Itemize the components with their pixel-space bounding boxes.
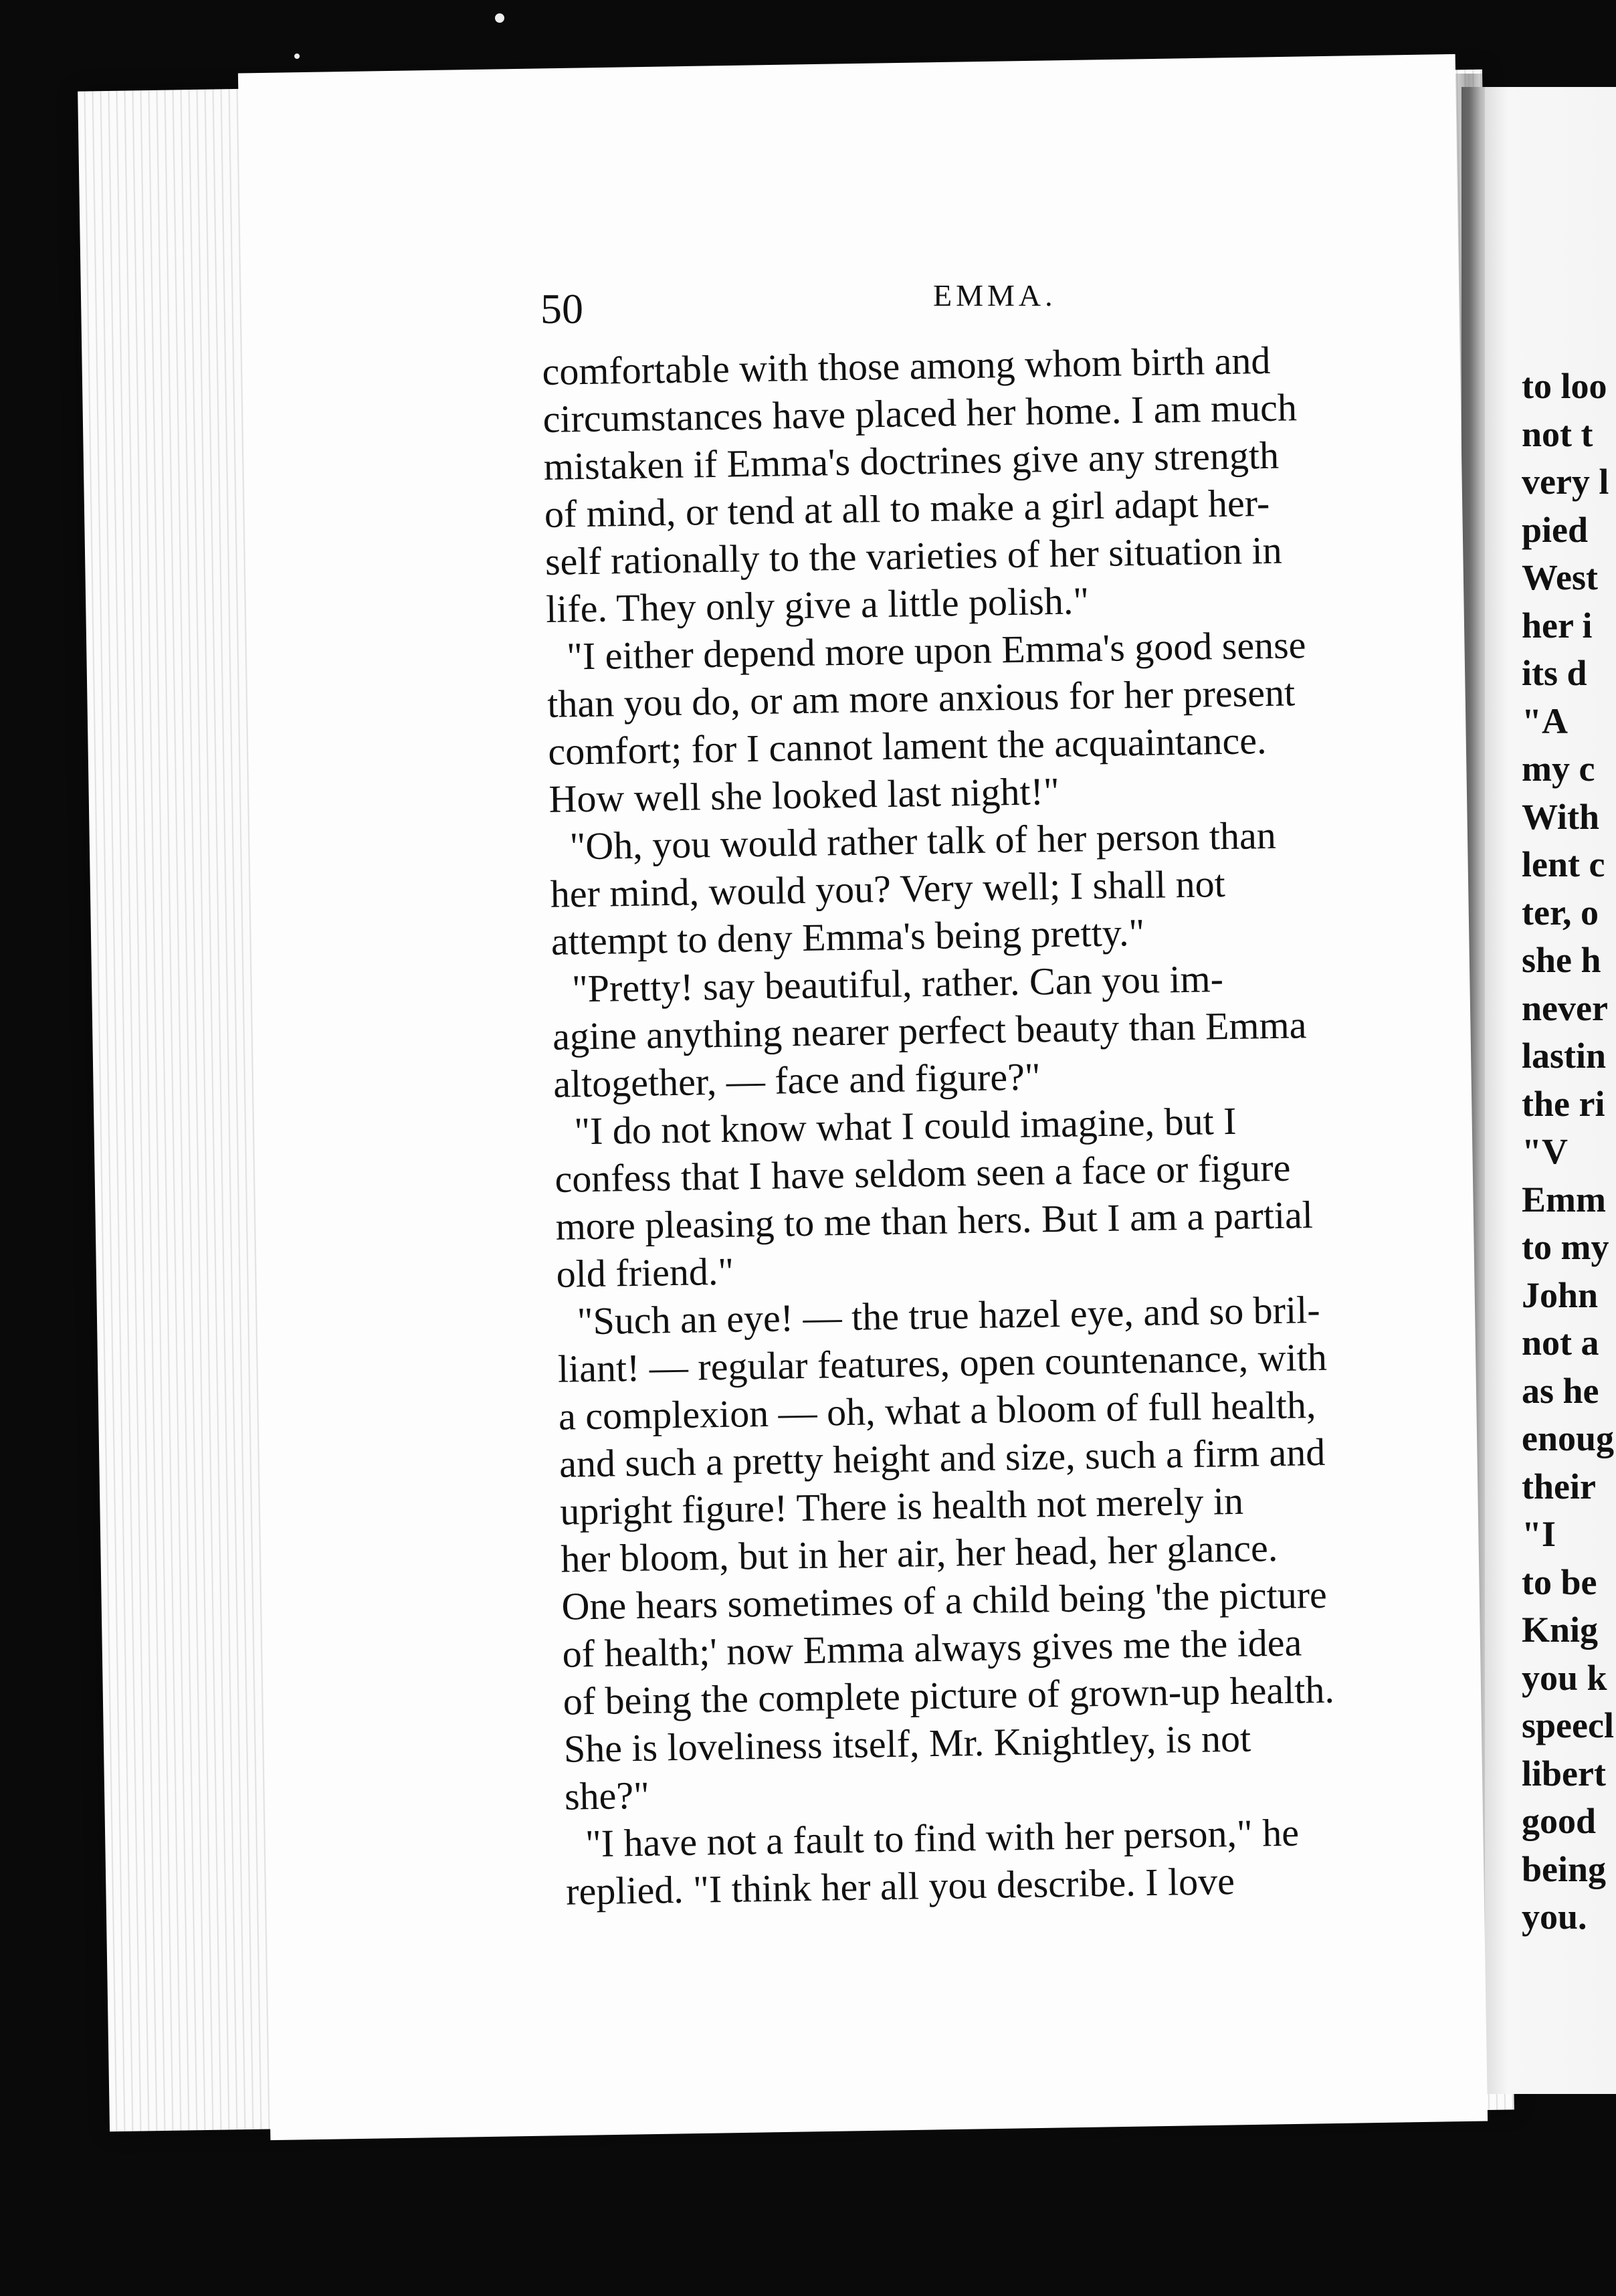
text-line: she?" xyxy=(564,1773,650,1818)
page-number: 50 xyxy=(540,285,583,332)
facing-page-line: "A xyxy=(1522,700,1568,741)
facing-page-line: very l xyxy=(1522,462,1609,502)
facing-page-line: Knig xyxy=(1522,1610,1599,1650)
text-line: of being the complete picture of grown-up health. xyxy=(563,1667,1335,1723)
facing-page-line: lent c xyxy=(1522,844,1605,884)
dust-speck xyxy=(495,13,504,23)
facing-page-line: my c xyxy=(1522,749,1595,789)
facing-page-line: being xyxy=(1522,1848,1607,1889)
text-line: more pleasing to me than hers. But I am a partial xyxy=(555,1193,1314,1248)
facing-page-line: ter, o xyxy=(1522,892,1599,933)
facing-page-line: to be xyxy=(1522,1561,1597,1602)
text-line: She is loveliness itself, Mr. Knightley, is not xyxy=(563,1716,1251,1771)
text-line: comfortable with those among whom birth and xyxy=(542,338,1271,393)
facing-page-line: its d xyxy=(1522,653,1587,693)
text-line: life. They only give a little polish." xyxy=(545,579,1090,631)
facing-page-line: Emm xyxy=(1522,1179,1606,1220)
text-line: agine anything nearer perfect beauty than Emma xyxy=(552,1003,1307,1058)
text-line: self rationally to the varieties of her situation in xyxy=(544,528,1283,583)
facing-page-line: to my xyxy=(1522,1227,1609,1267)
text-line: "I do not know what I could imagine, but I xyxy=(573,1098,1237,1153)
text-line: One hears sometimes of a child being 'the picture xyxy=(561,1572,1328,1628)
text-line: old friend." xyxy=(556,1249,734,1296)
facing-page-line: "V xyxy=(1522,1131,1568,1171)
text-line: her mind, would you? Very well; I shall not xyxy=(550,862,1226,916)
dust-speck xyxy=(294,54,300,59)
facing-page-line: as he xyxy=(1522,1370,1599,1411)
text-line: comfort; for I cannot lament the acquaintance. xyxy=(547,719,1267,773)
text-line: "I have not a fault to find with her person," he xyxy=(585,1810,1300,1866)
text-line: upright figure! There is health not merely in xyxy=(559,1478,1244,1533)
facing-page-line: pied xyxy=(1522,509,1589,550)
facing-page-line: speecl xyxy=(1522,1705,1614,1745)
text-line: "I either depend more upon Emma's good sense xyxy=(566,623,1306,678)
facing-page-line: lastin xyxy=(1522,1036,1607,1076)
text-line: attempt to deny Emma's being pretty." xyxy=(550,910,1145,963)
text-line: a complexion — oh, what a bloom of full health, xyxy=(558,1383,1316,1438)
facing-page-line: West xyxy=(1522,557,1598,597)
facing-page-line: their xyxy=(1522,1466,1596,1507)
facing-page-line: you k xyxy=(1522,1657,1607,1698)
text-line: How well she looked last night!" xyxy=(548,769,1060,821)
facing-page-line: enoug xyxy=(1522,1418,1615,1458)
text-line: "Oh, you would rather talk of her person than xyxy=(569,813,1277,868)
text-line: and such a pretty height and size, such a firm and xyxy=(559,1430,1326,1486)
text-line: replied. "I think her all you describe. I love xyxy=(565,1859,1235,1913)
facing-page-line: her i xyxy=(1522,605,1593,646)
facing-page-line: to loo xyxy=(1522,366,1607,406)
facing-page-line: not t xyxy=(1522,413,1593,454)
text-line: than you do, or am more anxious for her present xyxy=(546,670,1296,726)
facing-page-line: not a xyxy=(1522,1323,1599,1363)
facing-page-line: never xyxy=(1522,987,1608,1028)
facing-page-line: good xyxy=(1522,1801,1597,1841)
text-line: of health;' now Emma always gives me the idea xyxy=(562,1620,1302,1676)
facing-page-line: "I xyxy=(1522,1514,1556,1554)
facing-page-line: she h xyxy=(1522,940,1601,980)
text-line: mistaken if Emma's doctrines give any strength xyxy=(543,433,1280,488)
text-line: "Pretty! say beautiful, rather. Can you im- xyxy=(571,957,1224,1011)
text-line: circumstances have placed her home. I am much xyxy=(542,385,1298,441)
text-line: confess that I have seldom seen a face or figure xyxy=(554,1145,1291,1201)
facing-page-line: libert xyxy=(1522,1753,1606,1794)
text-line: "Such an eye! — the true hazel eye, and so bril- xyxy=(577,1287,1320,1343)
text-line: of mind, or tend at all to make a girl adapt her- xyxy=(544,480,1270,536)
running-head: EMMA. xyxy=(933,278,1057,312)
facing-page-line: you. xyxy=(1522,1897,1587,1937)
facing-page-line: John xyxy=(1522,1274,1599,1315)
text-line: altogether, — face and figure?" xyxy=(552,1054,1041,1106)
text-line: her bloom, but in her air, her head, her glance. xyxy=(560,1525,1278,1581)
facing-page-line: With xyxy=(1522,796,1600,837)
body-text xyxy=(542,333,1490,1915)
facing-page-line: the ri xyxy=(1522,1083,1605,1124)
text-line: liant! — regular features, open countenance, with xyxy=(557,1335,1328,1391)
